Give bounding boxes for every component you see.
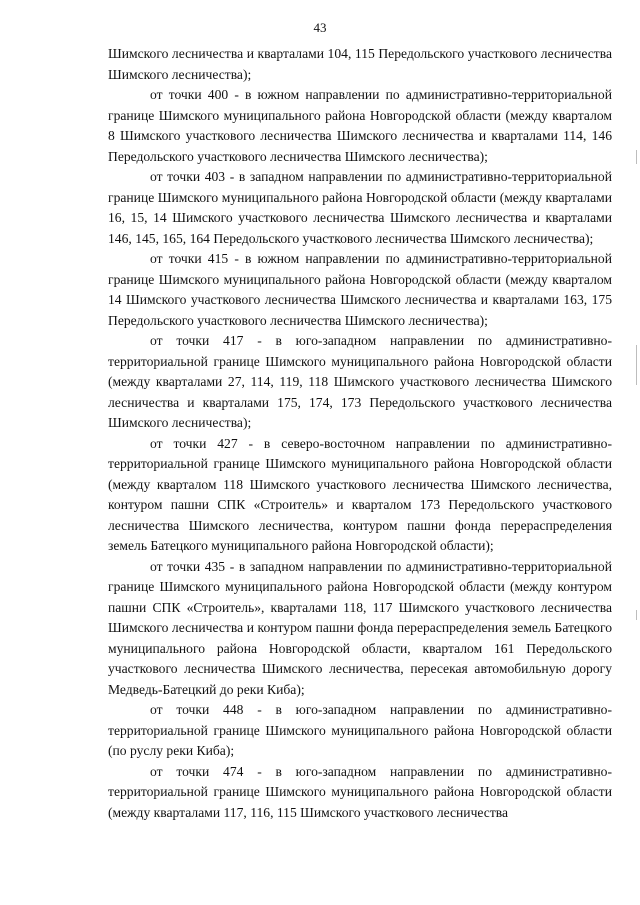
scan-edge-mark — [636, 610, 637, 620]
page-number: 43 — [313, 20, 327, 35]
paragraph-point-427: от точки 427 - в северо-восточном направлении по административно-территориальной границе Шимского муниципального района Новгородской области (между кварталом 118 Шимского участкового лесничества Шимского лесничества, контуром пашни СПК «Строитель» и кварталом 173 Передольского участкового лесничества Шимского лесничества, контуром пашни фонда перераспределения земель Батецкого муниципального района Новгородской области); — [108, 435, 612, 553]
paragraph-continuation: Шимского лесничества и кварталами 104, 115 Передольского участкового лесничества Шимского лесничества); — [108, 46, 612, 82]
paragraph-point-417: от точки 417 - в юго-западном направлении по административно-территориальной границе Шимского муниципального района Новгородской области (между кварталами 27, 114, 119, 118 Шимского участкового лесничества Шимского лесничества и кварталами 175, 174, 173 Передольского участкового лесничества Шимского лесничества); — [108, 333, 612, 430]
paragraph-point-448: от точки 448 - в юго-западном направлении по административно-территориальной границе Шимского муниципального района Новгородской области (по руслу реки Киба); — [108, 702, 612, 758]
scan-edge-mark — [636, 150, 637, 164]
paragraph-point-474: от точки 474 - в юго-западном направлении по административно-территориальной границе Шимского муниципального района Новгородской области (между кварталами 117, 116, 115 Шимского участкового лесничества — [108, 763, 612, 820]
paragraph-point-403: от точки 403 - в западном направлении по административно-территориальной границе Шимского муниципального района Новгородской области (между кварталами 16, 15, 14 Шимского участкового лесничества Шимского лесничества и кварталами 146, 145, 165, 164 Передольского участкового лесничества Шимского лесничества); — [108, 169, 612, 246]
document-body — [108, 44, 612, 823]
scan-edge-mark — [636, 345, 637, 385]
paragraph-point-435: от точки 435 - в западном направлении по административно-территориальной границе Шимского муниципального района Новгородской области (между контуром пашни СПК «Строитель», кварталами 118, 117 Шимского участкового лесничества Шимского лесничества и контуром пашни фонда перераспределения земель Батецкого муниципального района Новгородской области, кварталом 161 Передольского участкового лесничества Шимского лесничества, пересекая автомобильную дорогу Медведь-Батецкий до реки Киба); — [108, 558, 612, 697]
paragraph-point-400: от точки 400 - в южном направлении по административно-территориальной границе Шимского муниципального района Новгородской области (между кварталом 8 Шимского участкового лесничества Шимского лесничества и кварталами 114, 146 Передольского участкового лесничества Шимского лесничества); — [108, 87, 612, 164]
paragraph-point-415: от точки 415 - в южном направлении по административно-территориальной границе Шимского муниципального района Новгородской области (между кварталом 14 Шимского участкового лесничества Шимского лесничества и кварталами 163, 175 Передольского участкового лесничества Шимского лесничества); — [108, 251, 612, 328]
